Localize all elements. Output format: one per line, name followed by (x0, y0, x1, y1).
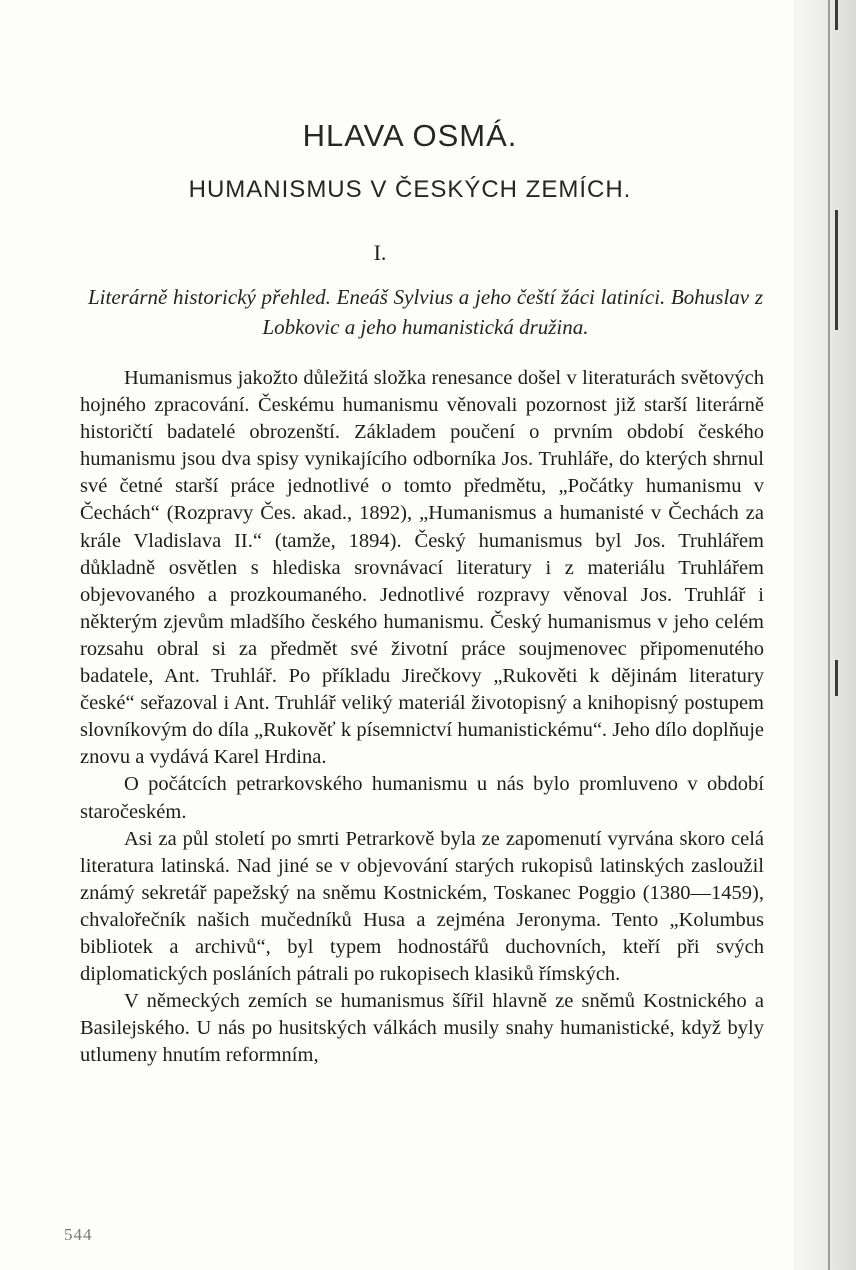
chapter-subtitle: HUMANISMUS V ČESKÝCH ZEMÍCH. (188, 176, 632, 203)
paragraph: V německých zemích se humanismus šířil hlavně ze sněmů Kostnického a Basilejského. U nás po husitských válkách musily snahy humanistické, když byly utlumeny hnutím reformním, (80, 990, 764, 1067)
edge-mark (835, 0, 838, 30)
chapter-summary: Literárně historický přehled. Eneáš Sylvius a jeho čeští žáci latiníci. Bohuslav z Lobkovic a jeho humanistická družina. (88, 285, 763, 339)
page-number: 544 (64, 1225, 93, 1244)
section-number: I. (373, 240, 387, 265)
paragraph: O počátcích petrarkovského humanismu u nás bylo promluveno v období staročeském. (80, 773, 764, 823)
edge-mark (835, 210, 838, 330)
paragraph: Humanismus jakožto důležitá složka renesance došel v literaturách světových hojného zpracování. Českému humanismu věnovali pozornost již starší literárně historičtí badatelé obrozenští. Základem poučení o prvním období českého humanismu jsou dva spisy vynikajícího odborníka Jos. Truhláře, do kterých shrnul své četné starší práce jednotlivé o tomto předmětu, „Počátky humanismu v Čechách“ (Rozpravy Čes. akad., 1892), „Humanismus a humanisté v Čechách za krále Vladislava II.“ (tamže, 1894). Český humanismus byl Jos. Truhlářem důkladně osvětlen s hlediska srovnávací literatury i z materiálu Truhlářem objevovaného a prozkoumaného. Jednotlivé rozpravy věnoval Jos. Truhlář i některým zjevům mladšího českého humanismu. Český humanismus v jeho celém rozsahu obral si za předmět své životní práce soujmenovec připomenutého badatele, Ant. Truhlář. Po příkladu Jirečkovy „Rukověti k dějinám literatury české“ seřazoval i Ant. Truhlář veliký materiál životopisný a knihopisný postupem slovníkovým do díla „Rukověť k písemnictví humanistickému“. Jeho dílo doplňuje znovu a vydává Karel Hrdina. (80, 367, 764, 769)
body-text (80, 365, 764, 1069)
edge-mark (835, 660, 838, 696)
chapter-title: HLAVA OSMÁ. (302, 118, 518, 153)
paragraph: Asi za půl století po smrti Petrarkově byla ze zapomenutí vyrvána skoro celá literatura latinská. Nad jiné se v objevování starých rukopisů latinských zasloužil známý sekretář papežský na sněmu Kostnickém, Toskanec Poggio (1380—1459), chvalořečník našich mučedníků Husa a zejména Jeronyma. Tento „Kolumbus bibliotek a archivů“, byl typem hodnostářů duchovních, kteří při svých diplomatických posláních pátrali po rukopisech klasiků římských. (80, 827, 764, 986)
